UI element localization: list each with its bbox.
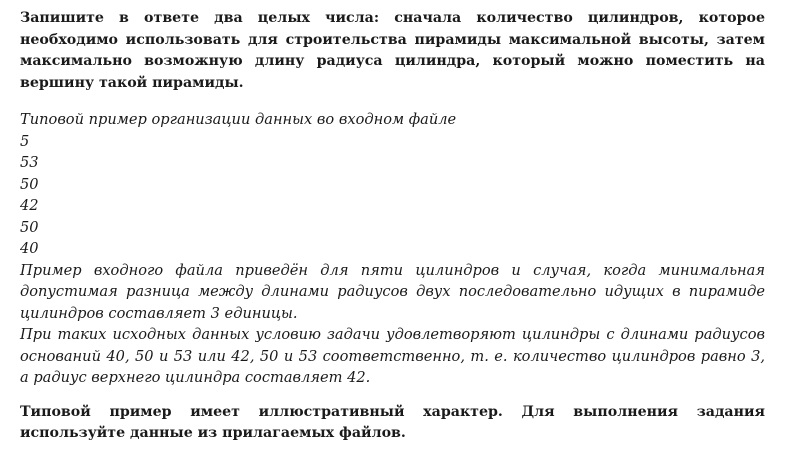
example-solution-paragraph: При таких исходных данных условию задачи удовлетворяют цилиндры с длинами радиусов оснований 40, 50 и 53 или 42, 50 и 53 соответственно, т. е. количество цилиндров равно 3, а радиус верхнего цилиндра составляет 42. xyxy=(20,326,765,386)
example-value: 42 xyxy=(20,197,39,214)
task-intro-paragraph: Запишите в ответе два целых числа: сначала количество цилиндров, которое необходимо использовать для строительства пирамиды максимальной высоты, затем максимально возможную длину радиуса цилиндра, который можно поместить на вершину такой пирамиды. xyxy=(20,10,765,91)
note-paragraph: Типовой пример имеет иллюстративный характер. Для выполнения задания используйте данные из прилагаемых файлов. xyxy=(20,403,765,441)
example-value: 50 xyxy=(20,218,39,236)
example-value: 53 xyxy=(20,154,39,171)
example-explanation-paragraph: Пример входного файла приведён для пяти цилиндров и случая, когда минимальная допустимая разница между длинами радиусов двух последовательно идущих в пирамиде цилиндров составляет 3 единицы. xyxy=(20,261,765,322)
example-title: Типовой пример организации данных во входном файле xyxy=(20,111,457,128)
example-value: 5 xyxy=(20,132,30,150)
example-value: 50 xyxy=(20,175,39,193)
example-value: 40 xyxy=(20,240,39,257)
example-values-list xyxy=(20,131,765,260)
